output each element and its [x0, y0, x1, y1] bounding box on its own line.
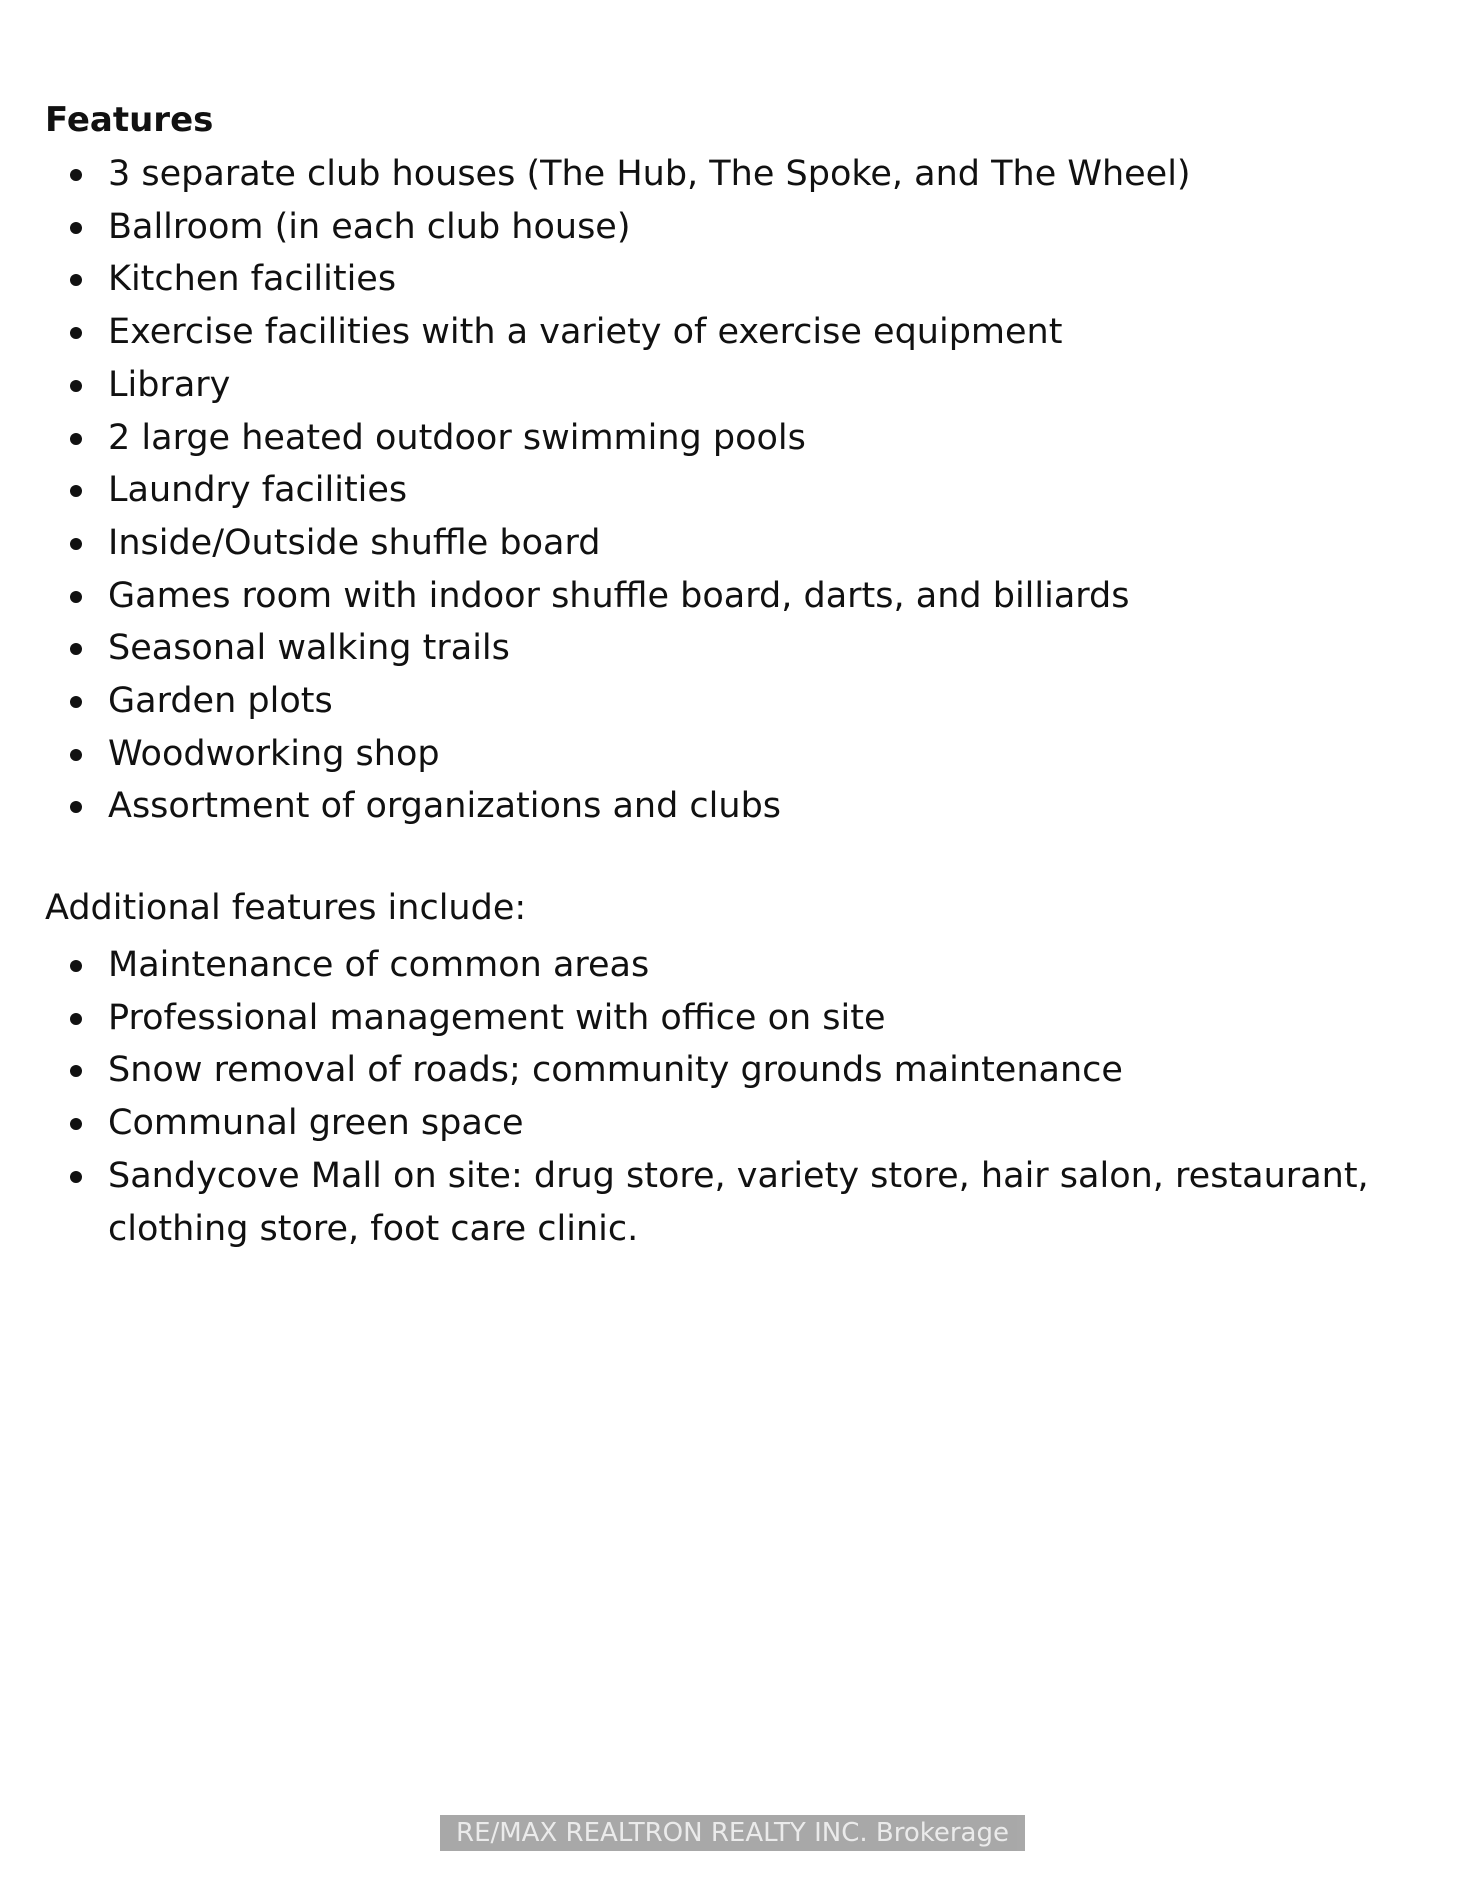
list-item	[0, 253, 1191, 306]
list-item	[0, 992, 1408, 1045]
list-item-text: Professional management with office on site	[108, 997, 886, 1038]
bullet-icon	[70, 801, 82, 813]
bullet-icon	[70, 1171, 82, 1183]
list-item	[0, 306, 1191, 359]
list-item	[0, 412, 1191, 465]
list-item	[0, 675, 1191, 728]
list-item	[0, 464, 1191, 517]
list-item	[0, 1097, 1408, 1150]
list-item	[0, 1150, 1408, 1255]
bullet-icon	[70, 485, 82, 497]
brokerage-watermark: RE/MAX REALTRON REALTY INC. Brokerage	[440, 1815, 1025, 1851]
bullet-icon	[70, 169, 82, 181]
bullet-icon	[70, 749, 82, 761]
bullet-icon	[70, 433, 82, 445]
list-item	[0, 517, 1191, 570]
list-item-text: Seasonal walking trails	[108, 628, 510, 669]
list-item-text: 2 large heated outdoor swimming pools	[108, 417, 806, 458]
bullet-icon	[70, 591, 82, 603]
features-list	[0, 148, 1191, 833]
bullet-icon	[70, 274, 82, 286]
list-item-text: Maintenance of common areas	[108, 945, 650, 985]
list-item-text: Snow removal of roads; community grounds maintenance	[108, 1050, 1123, 1091]
list-item-text: Library	[108, 364, 231, 405]
list-item	[0, 622, 1191, 675]
list-item	[0, 148, 1191, 201]
bullet-icon	[70, 380, 82, 392]
list-item	[0, 780, 1191, 833]
list-item	[0, 201, 1191, 254]
list-item-text: Inside/Outside shuffle board	[108, 522, 601, 563]
bullet-icon	[70, 1118, 82, 1130]
list-item-text: Exercise facilities with a variety of exercise equipment	[108, 312, 1063, 353]
bullet-icon	[70, 1013, 82, 1025]
list-item-text: Woodworking shop	[108, 733, 440, 774]
list-item	[0, 570, 1191, 623]
list-item-text: Garden plots	[108, 681, 333, 722]
features-heading: Features	[45, 100, 214, 140]
additional-features-heading: Additional features include:	[45, 888, 527, 928]
list-item-text: Communal green space	[108, 1103, 524, 1144]
bullet-icon	[70, 327, 82, 339]
additional-features-list	[0, 939, 1408, 1255]
bullet-icon	[70, 538, 82, 550]
list-item	[0, 359, 1191, 412]
list-item-text: Sandycove Mall on site: drug store, variety store, hair salon, restaurant, clothing store, foot care clinic.	[108, 1155, 1369, 1249]
list-item-text: Assortment of organizations and clubs	[108, 786, 782, 827]
bullet-icon	[70, 222, 82, 234]
list-item	[0, 939, 1408, 992]
list-item-text: Ballroom (in each club house)	[108, 206, 631, 247]
list-item-text: Laundry facilities	[108, 470, 408, 511]
bullet-icon	[70, 1065, 82, 1077]
list-item-text: 3 separate club houses (The Hub, The Spoke, and The Wheel)	[108, 154, 1191, 194]
list-item-text: Kitchen facilities	[108, 259, 397, 300]
list-item-text: Games room with indoor shuffle board, darts, and billiards	[108, 575, 1130, 616]
bullet-icon	[70, 960, 82, 972]
bullet-icon	[70, 643, 82, 655]
bullet-icon	[70, 696, 82, 708]
list-item	[0, 1044, 1408, 1097]
list-item	[0, 728, 1191, 781]
